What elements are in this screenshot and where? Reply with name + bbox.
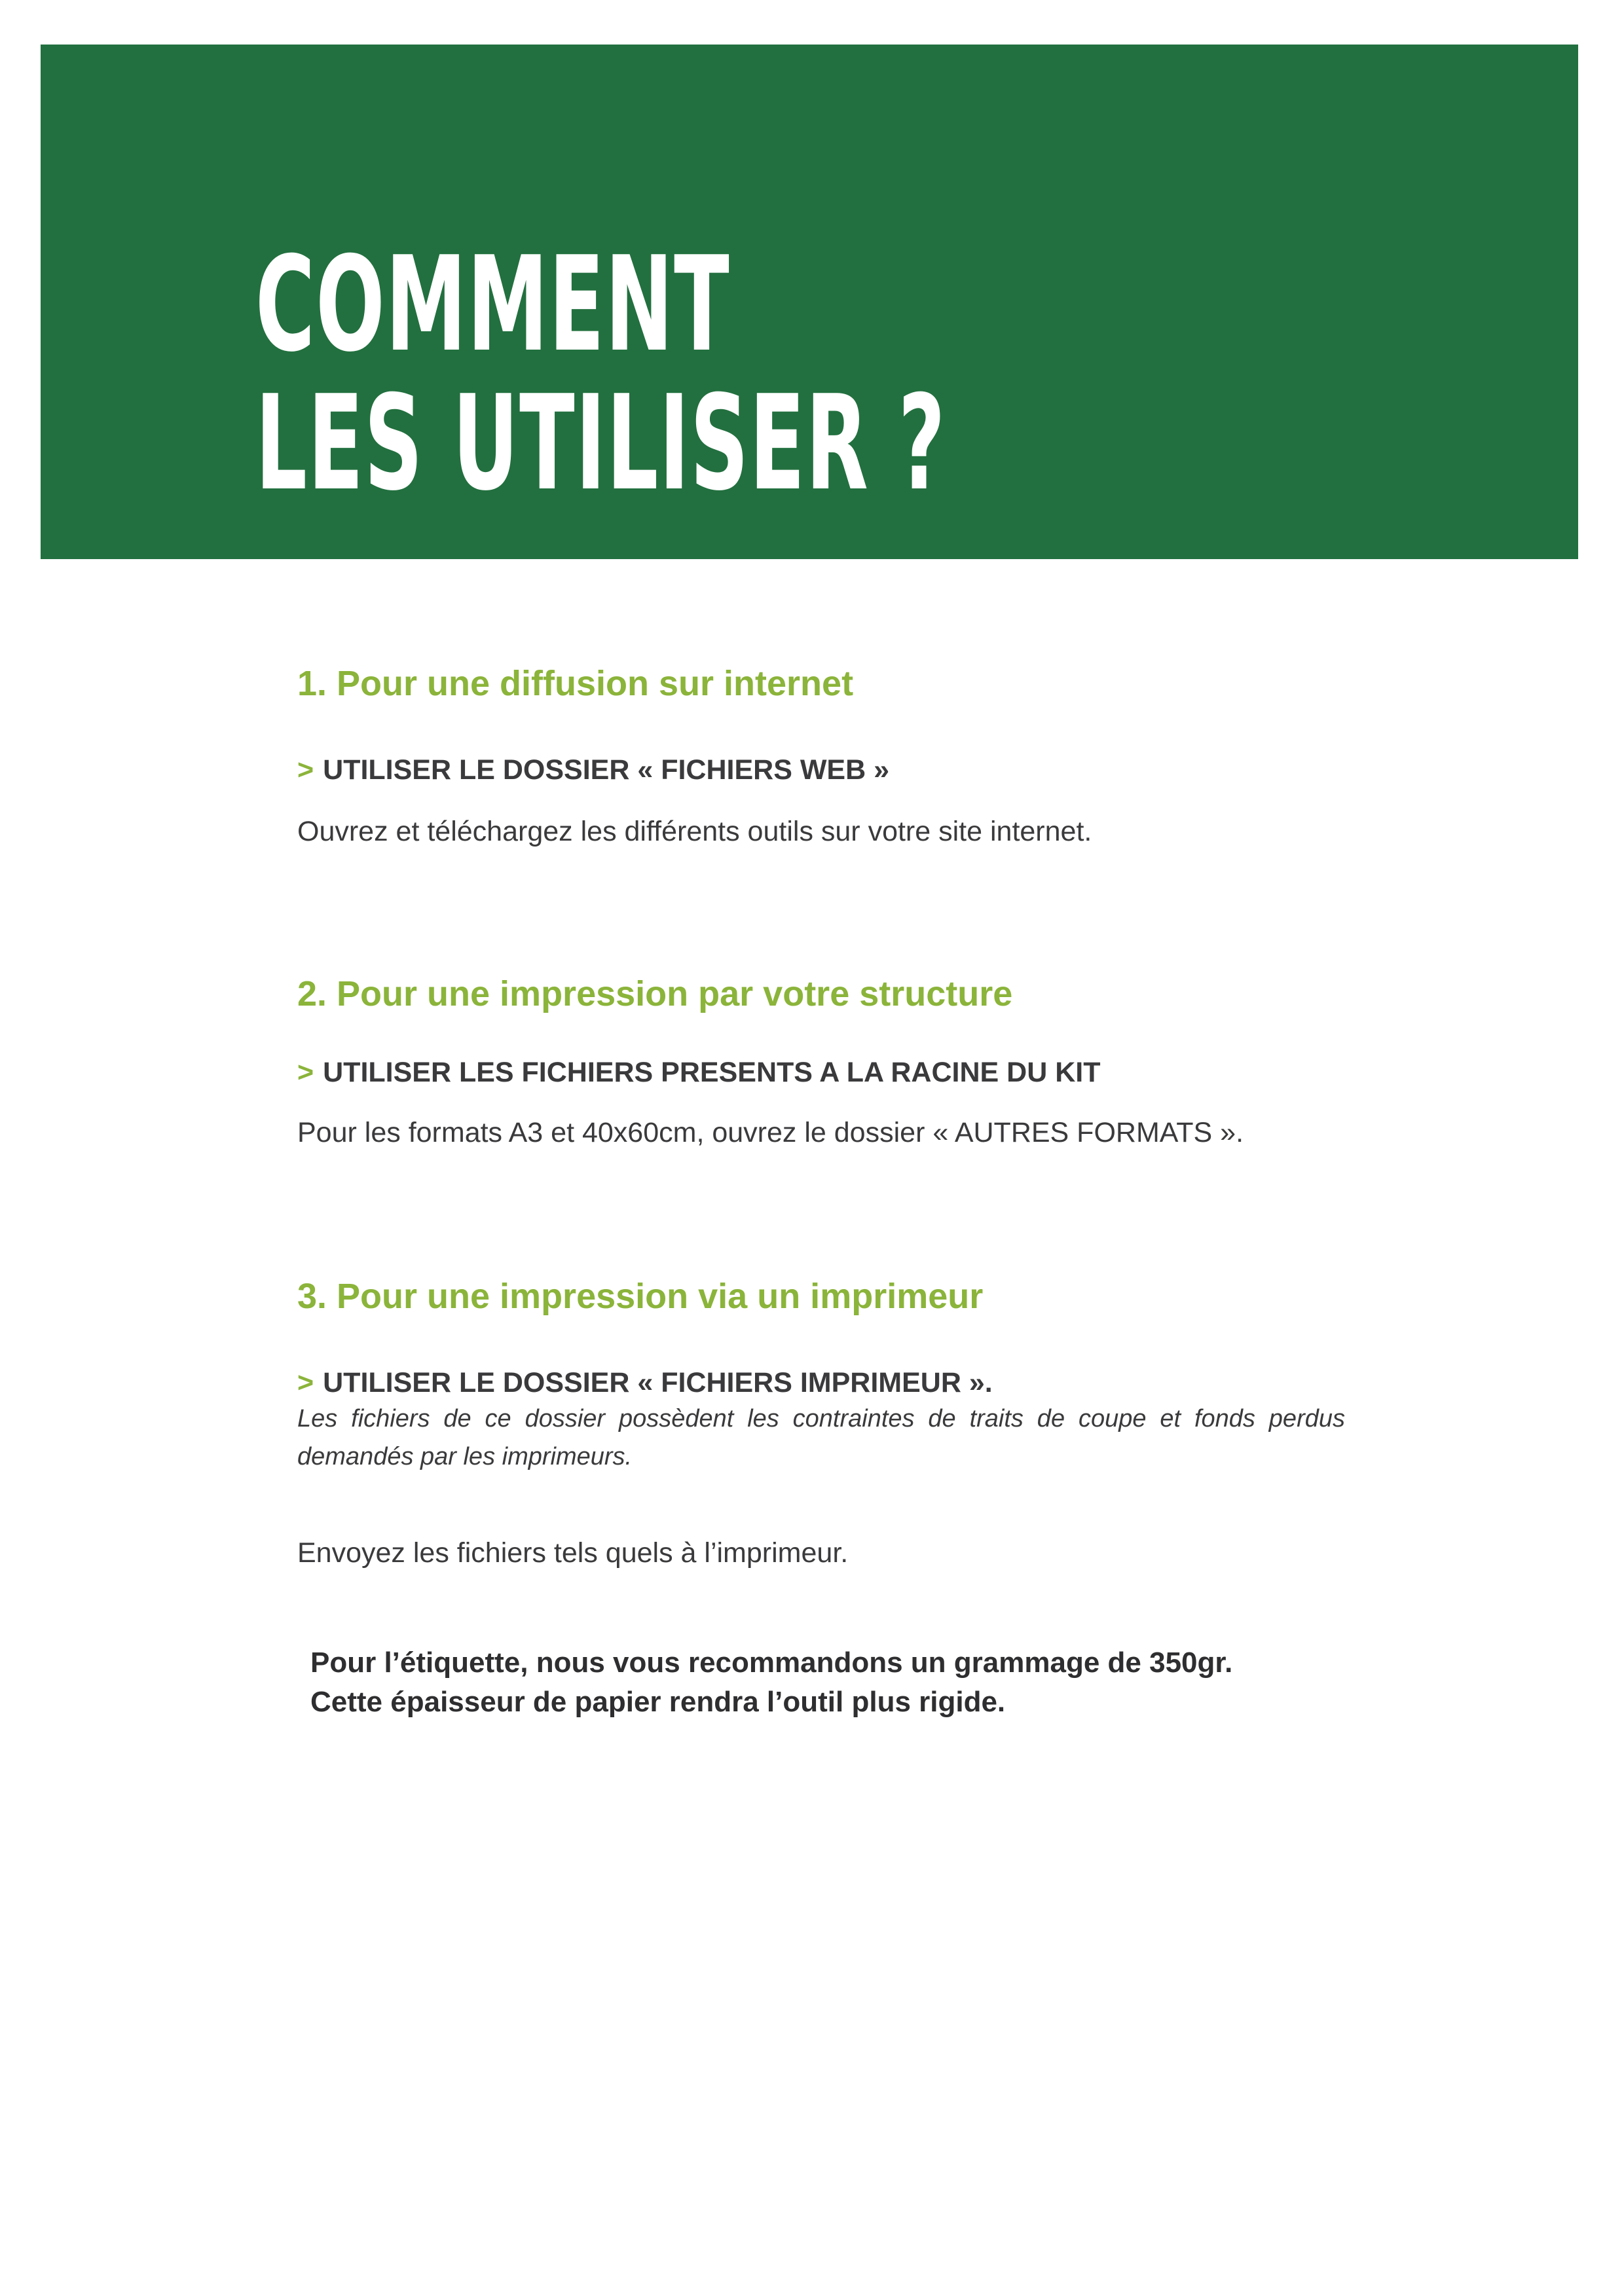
section-1-body: Ouvrez et téléchargez les différents outils sur votre site internet. <box>297 816 1092 847</box>
section-2-heading: 2. Pour une impression par votre structure <box>297 974 1013 1013</box>
section-2-arrow: > <box>297 1057 314 1088</box>
section-3-heading: 3. Pour une impression via un imprimeur <box>297 1277 984 1316</box>
section-3-body: Envoyez les fichiers tels quels à l’imprimeur. <box>297 1537 849 1569</box>
page-title-line1: COMMENT <box>255 228 730 381</box>
recommendation-line1: Pour l’étiquette, nous vous recommandons un grammage de 350gr. <box>310 1647 1233 1679</box>
recommendation <box>310 1643 1232 1722</box>
recommendation-line2: Cette épaisseur de papier rendra l’outil plus rigide. <box>310 1686 1006 1718</box>
section-3-instruction <box>297 1366 993 1400</box>
section-1-arrow: > <box>297 754 314 786</box>
section-2-instruction-text: UTILISER LES FICHIERS PRESENTS A LA RACINE DU KIT <box>323 1057 1101 1088</box>
section-3-instruction-text: UTILISER LE DOSSIER « FICHIERS IMPRIMEUR ». <box>323 1367 993 1398</box>
page-title-line2: LES UTILISER ? <box>255 367 946 520</box>
page-title <box>255 228 946 520</box>
section-2-instruction <box>297 1055 1100 1089</box>
section-3-arrow: > <box>297 1367 314 1398</box>
section-2-body: Pour les formats A3 et 40x60cm, ouvrez le dossier « AUTRES FORMATS ». <box>297 1117 1244 1148</box>
section-1-instruction <box>297 753 889 787</box>
section-1-heading: 1. Pour une diffusion sur internet <box>297 664 854 703</box>
section-3-note: Les fichiers de ce dossier possèdent les contraintes de traits de coupe et fonds perdus demandés par les imprimeurs. <box>297 1405 1345 1470</box>
section-1-instruction-text: UTILISER LE DOSSIER « FICHIERS WEB » <box>323 754 890 786</box>
